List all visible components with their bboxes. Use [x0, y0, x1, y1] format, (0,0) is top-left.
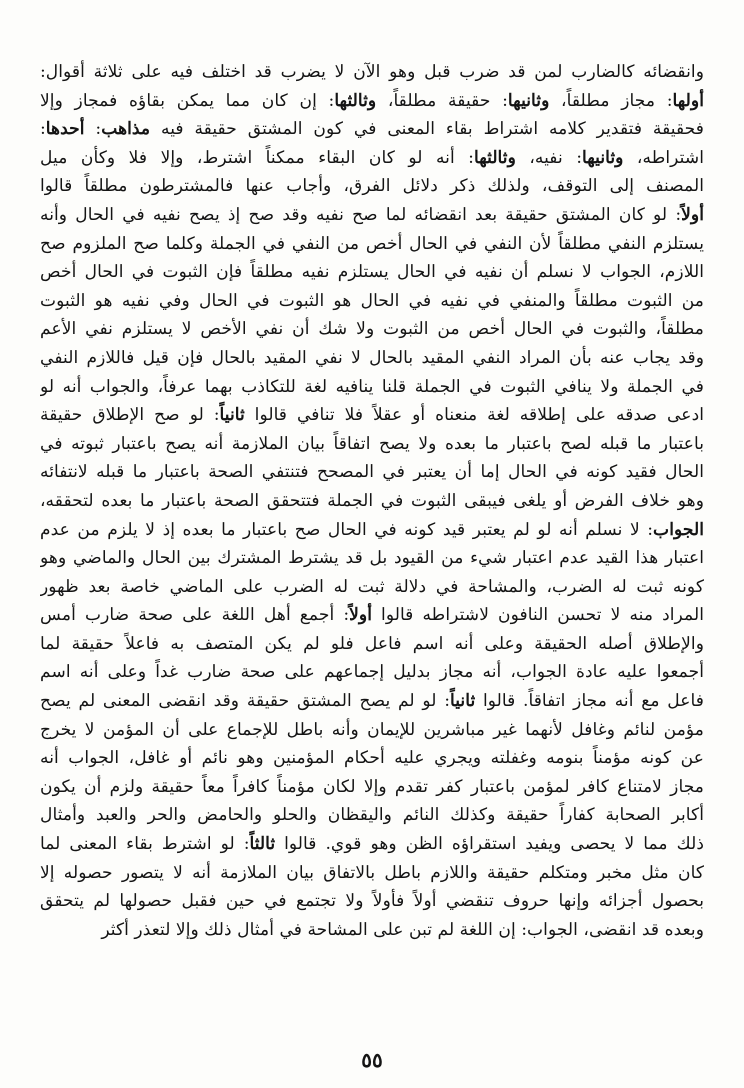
- text-line: [40, 773, 704, 802]
- body-text: [40, 58, 704, 944]
- text-line: [40, 887, 704, 916]
- text-segment: : إن كان مما يمكن بقاؤه فمجاز وإلا: [40, 90, 335, 111]
- text-line: [40, 544, 704, 573]
- bold-term: مذاهب: [101, 119, 151, 140]
- text-line: [40, 373, 704, 402]
- text-line: [40, 172, 704, 201]
- text-segment: : لو اشترط بقاء المعنى لما: [40, 834, 250, 855]
- text-segment: ادعى صدقه على إطلاقه لغة منعناه أو عقلاً فلا تنافي قالوا: [244, 405, 704, 426]
- text-segment: المصنف إلى التوقف، ولذلك ذكر دلائل الفرق، وأجاب عنها فالمشترطون مطلقاً قالوا: [40, 176, 704, 197]
- text-segment: اشتراطه،: [623, 147, 704, 168]
- text-line: [40, 230, 704, 259]
- text-segment: وبعده قد انقضى، الجواب: إن اللغة لم تبن على المشاحة في أمثال ذلك وإلا لتعذر أكثر: [101, 919, 704, 940]
- text-segment: : لو لم يصح المشتق حقيقة وقد انقضى المعنى لم يصح: [40, 691, 450, 712]
- bold-term: وثانيها: [507, 90, 550, 111]
- bold-term: ثانياً: [219, 405, 245, 426]
- text-line: [40, 344, 704, 373]
- text-segment: : لا نسلم أنه لو لم يعتبر قيد كونه في الحال صح باعتبار ما بعده إذ لا يلزم من عدم: [40, 519, 654, 540]
- text-line: [40, 859, 704, 888]
- text-line: [40, 144, 704, 173]
- text-segment: أجمعوا عليه عادة الجواب، أنه مجاز بدليل إجماعهم على صحة ضارب غداً وعلى أنه اسم: [40, 662, 704, 683]
- text-line: [40, 830, 704, 859]
- page-number: ٥٥: [361, 1048, 383, 1072]
- text-line: [40, 87, 704, 116]
- text-line: [40, 58, 704, 87]
- bold-term: ثانياً: [450, 691, 476, 712]
- text-line: [40, 687, 704, 716]
- bold-term: أولاً: [681, 204, 704, 225]
- text-line: [40, 630, 704, 659]
- bold-term: وثانيها: [582, 147, 624, 168]
- text-segment: :: [84, 119, 102, 140]
- text-segment: : لو كان المشتق حقيقة بعد انقضائه لما صح نفيه وقد صح إذ يصح نفيه في الحال وأنه: [40, 204, 682, 225]
- text-line: [40, 716, 704, 745]
- text-line: [40, 458, 704, 487]
- text-segment: مؤمن لنائم وغافل لأنهما غير مباشرين للإيمان وأنه باطل للإجماع على أن المؤمن لا يخرج: [40, 719, 704, 740]
- text-segment: وانقضائه كالضارب لمن قد ضرب قبل وهو الآن لا يضرب قد اختلف فيه على ثلاثة أقوال:: [40, 62, 704, 82]
- bold-term: الجواب: [653, 519, 704, 540]
- text-segment: : لو صح الإطلاق حقيقة: [40, 405, 220, 426]
- text-line: [40, 487, 704, 516]
- text-segment: :: [40, 119, 46, 140]
- text-line: [40, 516, 704, 545]
- text-segment: المراد منه لا تحسن النافون لاشتراطه قالوا: [372, 605, 704, 626]
- text-segment: أكابر الصحابة كفاراً حقيقة وكذلك النائم واليقظان والحلو والحامض والحر والعبد وأمثال: [40, 805, 704, 826]
- bold-term: أولاً: [349, 605, 372, 626]
- text-line: [40, 658, 704, 687]
- text-segment: : أنه لو كان البقاء ممكناً اشترط، وإلا فلا وكأن ميل: [40, 147, 474, 168]
- text-segment: : حقيقة مطلقاً،: [376, 90, 508, 111]
- text-line: [40, 801, 704, 830]
- text-segment: كان مثل مخبر ومتكلم حقيقة واللازم باطل بالاتفاق بيان الملازمة أنه لا يتصور حصوله إلا: [40, 862, 704, 883]
- bold-term: ثالثاً: [249, 834, 276, 855]
- text-line: [40, 573, 704, 602]
- text-line: [40, 258, 704, 287]
- text-segment: كونه ثبت له الضرب، والمشاحة في دلالة ثبت له الضرب على الماضي خاصة بعد ظهور: [40, 576, 704, 597]
- text-segment: وهو خلاف الفرض أو يلغى فيبقى الثبوت في الجملة فتتحقق الصحة باعتبار ما بعده لتحققه،: [40, 490, 704, 511]
- text-segment: : مجاز مطلقاً،: [549, 90, 673, 111]
- text-segment: الحال فقيد كونه في الحال إما أن يعتبر في المصحح فتنتفي الصحة باعتبار ما قبله لانتفائه: [40, 462, 704, 483]
- text-segment: في الجملة ولا ينافي الثبوت في الجملة قلنا ينافيه لغة للتكاذب بهما عرفاً، والجواب أنه لو: [40, 376, 704, 397]
- text-segment: مجاز لامتناع كافر لمؤمن باعتبار كفر تقدم وإلا لكان مؤمناً كافراً معاً حقيقة ولزم أن يكون: [40, 776, 704, 797]
- text-segment: : نفيه،: [515, 147, 583, 168]
- text-segment: باعتبار ما قبله لصح باعتبار ما بعده ولا يصح اتفاقاً بيان الملازمة أنه يصح باعتبار ثبوته في: [40, 433, 704, 454]
- text-line: [40, 315, 704, 344]
- text-segment: فاعل مع أنه مجاز اتفاقاً. قالوا: [475, 691, 704, 712]
- text-segment: ذلك مما لا يحصى ويفيد استقراؤه الظن وهو قوي. قالوا: [275, 834, 704, 855]
- text-line: [40, 916, 704, 945]
- text-line: [40, 744, 704, 773]
- text-segment: اللازم، الجواب لا نسلم أن نفيه في الحال يستلزم نفيه مطلقاً فإن الثبوت في الحال أخص: [40, 262, 704, 283]
- text-segment: والإطلاق أصله الحقيقة وعلى أنه اسم فاعل فلو لم يكن المتصف به فاعلاً حقيقة لما: [40, 633, 704, 654]
- text-segment: عن كونه مؤمناً بنومه وغفلته ويجري عليه أحكام المؤمنين وهو نائم أو غافل، الجواب أنه: [40, 748, 704, 769]
- text-segment: من الثبوت مطلقاً والمنفي في نفيه في الحال هو الثبوت في الحال وفي نفيه هو الثبوت: [40, 290, 704, 311]
- text-line: [40, 601, 704, 630]
- text-segment: مطلقاً، والثبوت في الحال أخص من الثبوت ولا شك أن نفي الأخص لا يستلزم نفي الأعم: [40, 319, 704, 340]
- bold-term: وثالثها: [334, 90, 377, 111]
- bold-term: أحدها: [45, 119, 85, 140]
- text-line: [40, 115, 704, 144]
- text-segment: فحقيقة فتقدير كلامه اشتراط بقاء المعنى في كون المشتق حقيقة فيه: [150, 119, 704, 140]
- bold-term: أولها: [672, 90, 704, 111]
- text-segment: يستلزم النفي مطلقاً لأن النفي في الحال أخص من النفي في الجملة وكلما صح الملزوم صح: [40, 233, 704, 254]
- text-line: [40, 430, 704, 459]
- text-line: [40, 201, 704, 230]
- text-line: [40, 287, 704, 316]
- text-segment: بحصول أجزائه وإنها حروف تنقضي أولاً فأولاً ولا تجتمع في حين فقبل حصولها لم يتحقق: [40, 891, 704, 912]
- text-segment: : أجمع أهل اللغة على صحة ضارب أمس: [40, 605, 350, 626]
- bold-term: وثالثها: [473, 147, 516, 168]
- text-segment: وقد يجاب عنه بأن المراد النفي المقيد بالحال لا نفي المقيد بالحال فإن قيل فاللازم النفي: [40, 347, 704, 368]
- text-line: [40, 401, 704, 430]
- text-segment: اعتبار هذا القيد عدم اعتبار شيء من القيود بل قد يشترط المشترك بين الحال والماضي وهو: [40, 548, 704, 569]
